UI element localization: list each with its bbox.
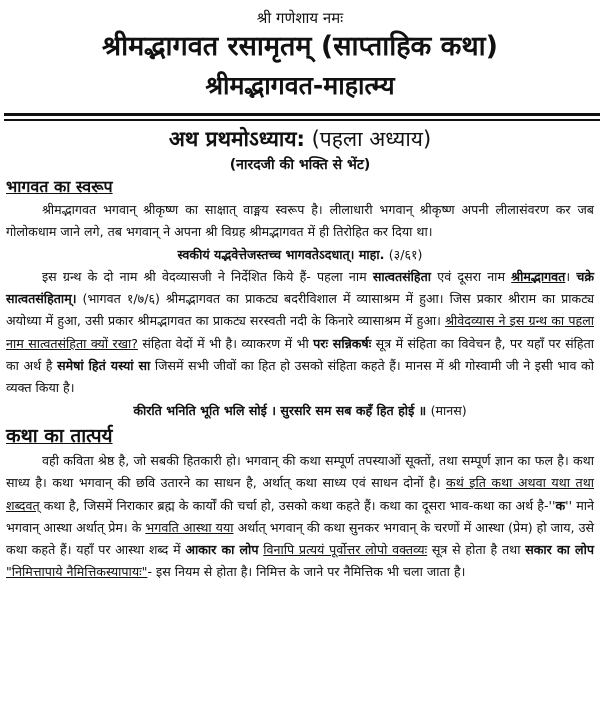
underlined-text: श्रीवेदव्यास ने इस ग्रन्थ का पहला नाम सात्वतसंहिता क्यों रखा? — [6, 313, 594, 351]
section-heading: कथा का तात्पर्य — [6, 424, 113, 447]
underlined-text: भगवति आस्था यया — [145, 519, 234, 535]
text-segment: श्रीमद्भागवत भगवान् श्रीकृष्ण का साक्षात् वाङ्मय स्वरूप है। लीलाधारी भगवान् श्रीकृष्ण अपनी लीलासंवरण कर जब गोलोकधाम जाने लगे, तब भगवान् ने अपना श्री विग्रह श्रीमद्भागवत में ही तिरोहित कर दिया था। — [6, 202, 594, 240]
body-content — [6, 175, 594, 584]
text-segment: '' माने भगवान् आस्था अर्थात् प्रेम। के — [6, 497, 594, 535]
emphasis-text: आकार का लोप — [185, 542, 259, 558]
text-segment: स्वकीयं यद्भवेत्तेजस्तच्च भागवतेऽदधात्। माहा. — [177, 246, 389, 262]
emphasis-text: चक्रे सात्वतसंहिताम्। — [6, 268, 594, 307]
paragraph — [6, 199, 594, 244]
text-segment: एवं दूसरा नाम — [431, 268, 512, 284]
paragraph — [6, 450, 594, 584]
text-segment: - इस नियम से होता है। निमित्त के जाने पर नैमित्तिक भी चला जाता है। — [147, 564, 466, 580]
underlined-text: कथं इति कथा अथवा यथा तथा शब्दवत् — [6, 475, 595, 513]
text-segment: (मानस) — [430, 402, 467, 418]
text-segment: कीरति भनिति भूति भलि सोई । सुरसरि सम सब कहँ हित होई ॥ — [133, 402, 431, 418]
chapter-heading — [0, 125, 600, 153]
emphasis-text: सकार का लोप — [525, 542, 594, 558]
text-segment: । — [565, 268, 577, 284]
text-segment: अर्थात् भगवान् की कथा सुनकर भगवान् के चरणों में आस्था (प्रेम) हो जाय, उसे कथा कहते हैं। यहाँ पर आस्था शब्द में — [6, 519, 594, 558]
emphasis-text: समेषां हितं यस्यां सा — [57, 358, 151, 374]
verse-quote — [6, 400, 594, 422]
text-segment: (३/६१) — [388, 246, 423, 262]
book-title: श्रीमद्भागवत रसामृतम् (साप्ताहिक कथा) — [102, 31, 498, 62]
verse-quote — [6, 244, 594, 266]
paragraph — [6, 266, 594, 400]
text-segment: वही कविता श्रेष्ठ है, जो सबकी हितकारी हो। भगवान् की कथा सम्पूर्ण तपस्याओं सूक्तों, तथा सम्पूर्ण ज्ञान का फल है। कथा साध्य है। कथा भगवान् की छवि उतारने का साधन है, अर्थात् कथा साध्य एवं साधन दोनों है। — [6, 452, 594, 491]
chapter-heading-hindi: (पहला अध्याय) — [304, 127, 432, 151]
double-rule-divider — [4, 113, 600, 121]
underlined-text: विनापि प्रत्ययं पूर्वोत्तर लोपो वक्तव्यः — [263, 542, 428, 558]
section-heading: भागवत का स्वरूप — [6, 177, 113, 196]
text-segment: सूत्र में संहिता का विवेचन है, पर यहाँ पर संहिता का अर्थ है — [6, 335, 595, 374]
text-segment: संहिता वेदों में भी है। व्याकरण में भी — [137, 335, 314, 351]
text-segment: सूत्र से होता है तथा — [427, 542, 526, 558]
chapter-heading-sanskrit: अथ प्रथमोऽध्याय: — [168, 127, 305, 151]
text-segment: कथा है, जिसमें निराकार ब्रह्म के कार्यों की चर्चा हो, उसको कथा कहते हैं। कथा का दूसरा भाव-कथा का अर्थ है-'' — [39, 497, 556, 513]
emphasis-text: परः सन्निकर्षः — [313, 335, 372, 351]
chapter-subtitle: (नारदजी की भक्ति से भेंट) — [229, 157, 371, 173]
invocation: श्री गणेशाय नमः — [256, 9, 344, 27]
emphasis-text: सात्वतसंहिता — [372, 268, 432, 284]
section-title: श्रीमद्भागवत-माहात्म्य — [205, 71, 395, 100]
text-segment: इस ग्रन्थ के दो नाम श्री वेदव्यासजी ने निर्देशित किये हैं- पहला नाम — [42, 268, 373, 284]
underlined-text: "निमित्तापाये नैमित्तिकस्यापायः" — [6, 564, 148, 580]
emphasis-text: क — [555, 497, 566, 513]
text-segment: जिसमें सभी जीवों का हित हो उसको संहिता कहते हैं। मानस में श्री गोस्वामी जी ने इसी भाव को व्यक्त किया है। — [6, 358, 594, 396]
text-segment: (भागवत १/७/६) श्रीमद्भागवत का प्राकट्य बदरीविशाल में व्यासाश्रम में हुआ। जिस प्रकार श्रीराम का प्राकट्य अयोध्या में हुआ, उसी प्रकार श्रीमद्भागवत का प्राकट्य सरस्वती नदी के किनारे व्यासाश्रम में हुआ। — [6, 291, 594, 329]
emphasis-text: श्रीमद्भागवत — [511, 268, 566, 284]
